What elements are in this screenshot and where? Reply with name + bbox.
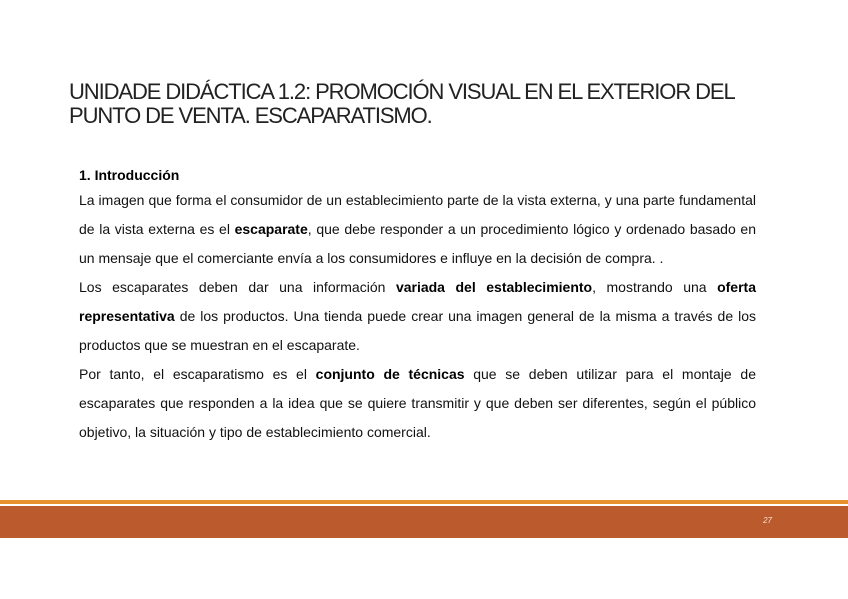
section-heading: 1. Introducción bbox=[79, 167, 180, 183]
paragraph-3-text-2: que se deben utilizar para el montaje de escaparates que responden a la idea que se quiere transmitir y que deben ser diferentes, según el público objetivo, la situación y tipo de establecimiento comercial. bbox=[79, 366, 756, 440]
footer-accent-line bbox=[0, 500, 848, 504]
slide-title-line-2: PUNTO DE VENTA. ESCAPARATISMO. bbox=[69, 103, 432, 128]
paragraph-1 bbox=[79, 186, 756, 273]
slide-title bbox=[69, 80, 789, 128]
slide-content bbox=[79, 164, 756, 447]
page-number: 27 bbox=[763, 516, 772, 525]
paragraph-2-bold-2: oferta representativa bbox=[79, 279, 756, 324]
paragraph-1-bold-1: escaparate bbox=[234, 221, 308, 237]
paragraph-3-text-1: Por tanto, el escaparatismo es el bbox=[79, 366, 316, 382]
footer-bar bbox=[0, 506, 848, 538]
slide-title-line-1: UNIDADE DIDÁCTICA 1.2: PROMOCIÓN VISUAL EN EL EXTERIOR DEL bbox=[69, 79, 735, 104]
paragraph-1-text-1: La imagen que forma el consumidor de un establecimiento parte de la vista externa, y una parte fundamental de la vista externa es el bbox=[79, 192, 756, 237]
paragraph-1-text-2: , que debe responder a un procedimiento lógico y ordenado basado en un mensaje que el comerciante envía a los consumidores e influye en la decisión de compra. . bbox=[79, 221, 756, 266]
paragraph-2-text-2: , mostrando una bbox=[592, 279, 718, 295]
paragraph-3-bold-1: conjunto de técnicas bbox=[315, 366, 465, 382]
paragraph-2-text-3: de los productos. Una tienda puede crear una imagen general de la misma a través de los productos que se muestran en el escaparate. bbox=[79, 308, 756, 353]
paragraph-2-bold-1: variada del establecimiento bbox=[395, 279, 593, 295]
paragraph-3 bbox=[79, 360, 756, 447]
paragraph-2-text-1: Los escaparates deben dar una información bbox=[79, 279, 396, 295]
paragraph-2 bbox=[79, 273, 756, 360]
